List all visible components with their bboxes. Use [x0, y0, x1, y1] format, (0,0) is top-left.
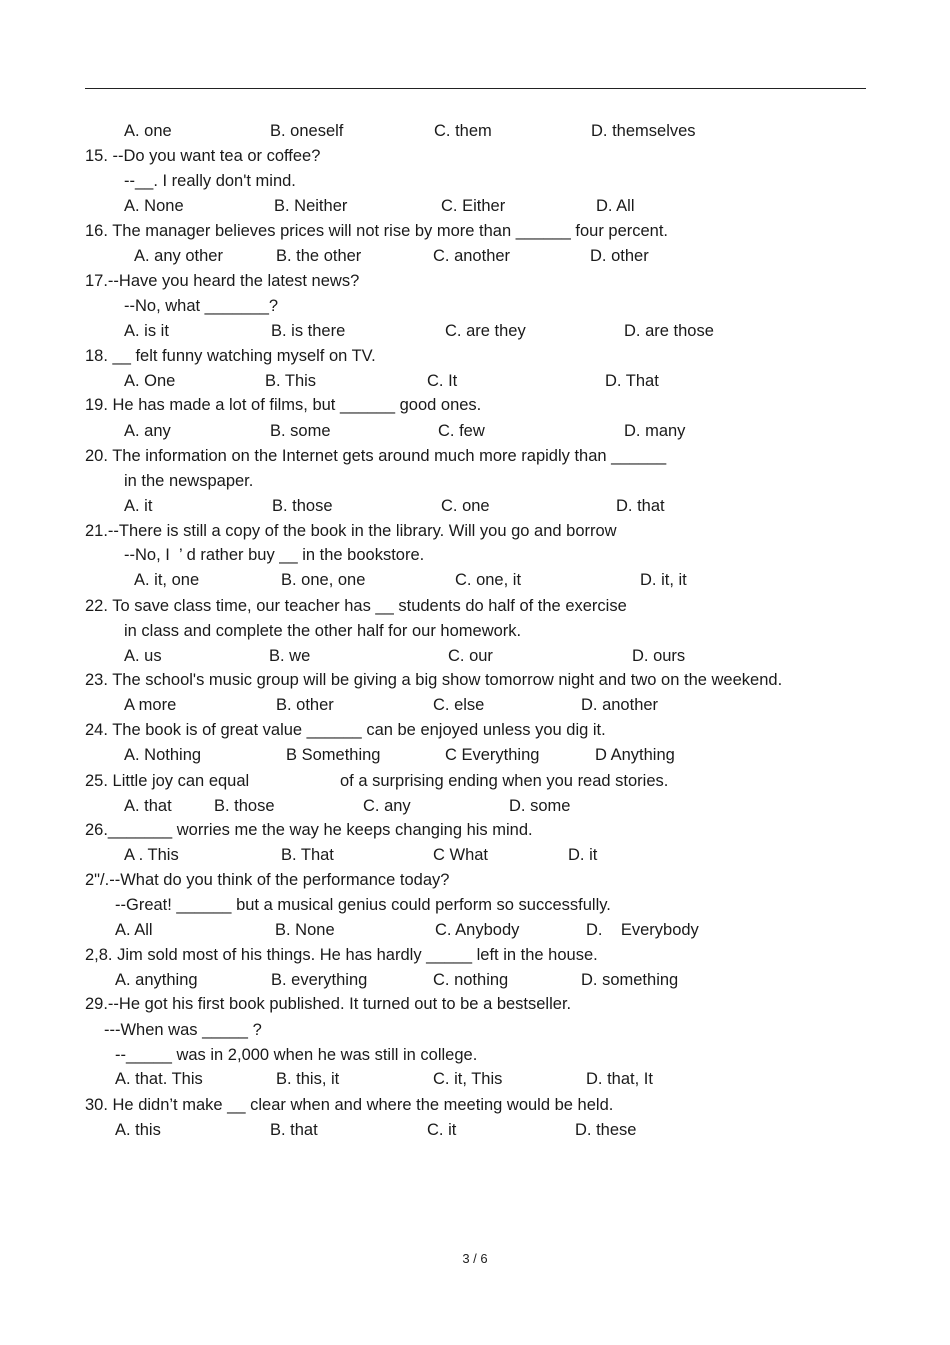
option-b: B. one, one — [281, 571, 366, 589]
option-a: A. is it — [124, 322, 169, 340]
option-a: A. us — [124, 647, 162, 665]
question-21-reply: --No, I ’ d rather buy __ in the bookstore. — [124, 546, 425, 564]
question-28-stem: 2,8. Jim sold most of his things. He has hardly _____ left in the house. — [85, 946, 598, 964]
question-17-stem: 17.--Have you heard the latest news? — [85, 272, 360, 290]
option-b: B Something — [286, 746, 381, 764]
option-a: A. All — [115, 921, 153, 939]
option-d: D. are those — [624, 322, 714, 340]
option-d: D. some — [509, 797, 571, 815]
question-19-stem: 19. He has made a lot of films, but ______ good ones. — [85, 396, 482, 414]
option-c: C. Either — [441, 197, 506, 215]
question-22-stem: 22. To save class time, our teacher has __ students do half of the exercise — [85, 597, 627, 615]
question-29-reply-2: --_____ was in 2,000 when he was still in college. — [115, 1046, 478, 1064]
option-b: B. that — [270, 1121, 318, 1139]
option-a: A more — [124, 696, 177, 714]
option-b: B. the other — [276, 247, 362, 265]
option-a: A. it, one — [134, 571, 200, 589]
question-17-reply: --No, what _______? — [124, 297, 279, 315]
option-d: D. many — [624, 422, 686, 440]
option-c: C. any — [363, 797, 411, 815]
option-d: D. something — [581, 971, 679, 989]
option-c: C. them — [434, 122, 492, 140]
option-d: D. another — [581, 696, 659, 714]
option-d: D. All — [596, 197, 635, 215]
question-20-stem: 20. The information on the Internet gets around much more rapidly than ______ — [85, 447, 667, 465]
option-a: A. one — [124, 122, 172, 140]
option-c: C. else — [433, 696, 485, 714]
question-27-stem: 2"/.--What do you think of the performance today? — [85, 871, 450, 889]
option-c: C. it, This — [433, 1070, 503, 1088]
option-d: D. other — [590, 247, 649, 265]
option-a: A. anything — [115, 971, 198, 989]
option-c: C. it — [427, 1121, 457, 1139]
option-c: C. few — [438, 422, 485, 440]
option-b: B. That — [281, 846, 334, 864]
question-25-stem: 25. Little joy can equal — [85, 772, 250, 790]
option-a: A . This — [124, 846, 179, 864]
option-b: B. we — [269, 647, 311, 665]
question-27-reply: --Great! ______ but a musical genius could perform so successfully. — [115, 896, 611, 914]
option-c: C. another — [433, 247, 511, 265]
option-c: C. one, it — [455, 571, 522, 589]
question-24-stem: 24. The book is of great value ______ can be enjoyed unless you dig it. — [85, 721, 606, 739]
page-number: 3 / 6 — [462, 1251, 488, 1266]
option-a: A. One — [124, 372, 176, 390]
question-30-stem: 30. He didn’t make __ clear when and where the meeting would be held. — [85, 1096, 614, 1114]
option-c: C. nothing — [433, 971, 509, 989]
option-a: A. that. This — [115, 1070, 203, 1088]
option-c: C. our — [448, 647, 493, 665]
option-d: D. That — [605, 372, 659, 390]
question-25-stem-cont: of a surprising ending when you read stories. — [340, 772, 669, 790]
option-d: D. that — [616, 497, 665, 515]
question-16-stem: 16. The manager believes prices will not rise by more than ______ four percent. — [85, 222, 669, 240]
question-26-stem: 26._______ worries me the way he keeps changing his mind. — [85, 821, 533, 839]
question-15-reply: --__. I really don't mind. — [124, 172, 296, 190]
option-d: D. it — [568, 846, 598, 864]
option-b: B. everything — [271, 971, 368, 989]
option-a: A. None — [124, 197, 184, 215]
question-15-stem: 15. --Do you want tea or coffee? — [85, 147, 321, 165]
question-21-stem: 21.--There is still a copy of the book in the library. Will you go and borrow — [85, 522, 617, 540]
option-d: D. it, it — [640, 571, 687, 589]
question-29-reply-1: ---When was _____ ? — [104, 1021, 262, 1039]
option-d: D Anything — [595, 746, 675, 764]
option-b: B. Neither — [274, 197, 348, 215]
option-a: A. any — [124, 422, 171, 440]
question-23-stem: 23. The school's music group will be giving a big show tomorrow night and two on the weekend. — [85, 671, 783, 689]
question-20-stem-cont: in the newspaper. — [124, 472, 254, 490]
option-a: A. Nothing — [124, 746, 202, 764]
question-18-stem: 18. __ felt funny watching myself on TV. — [85, 347, 376, 365]
option-a: A. it — [124, 497, 153, 515]
option-d: D. themselves — [591, 122, 696, 140]
question-22-stem-cont: in class and complete the other half for our homework. — [124, 622, 522, 640]
option-d: D. ours — [632, 647, 686, 665]
header-rule — [85, 88, 866, 89]
option-c: C. one — [441, 497, 490, 515]
option-b: B. other — [276, 696, 334, 714]
option-c: C Everything — [445, 746, 540, 764]
option-b: B. This — [265, 372, 317, 390]
option-c: C. are they — [445, 322, 526, 340]
option-a: A. any other — [134, 247, 223, 265]
option-d: D. Everybody — [586, 921, 699, 939]
option-b: B. those — [272, 497, 333, 515]
option-b: B. is there — [271, 322, 346, 340]
option-c: C. It — [427, 372, 458, 390]
option-c: C. Anybody — [435, 921, 520, 939]
question-29-stem: 29.--He got his first book published. It turned out to be a bestseller. — [85, 995, 572, 1013]
option-b: B. some — [270, 422, 331, 440]
option-d: D. these — [575, 1121, 637, 1139]
option-b: B. None — [275, 921, 335, 939]
option-b: B. oneself — [270, 122, 344, 140]
option-b: B. this, it — [276, 1070, 340, 1088]
option-a: A. that — [124, 797, 172, 815]
option-d: D. that, It — [586, 1070, 653, 1088]
option-a: A. this — [115, 1121, 161, 1139]
option-c: C What — [433, 846, 489, 864]
option-b: B. those — [214, 797, 275, 815]
